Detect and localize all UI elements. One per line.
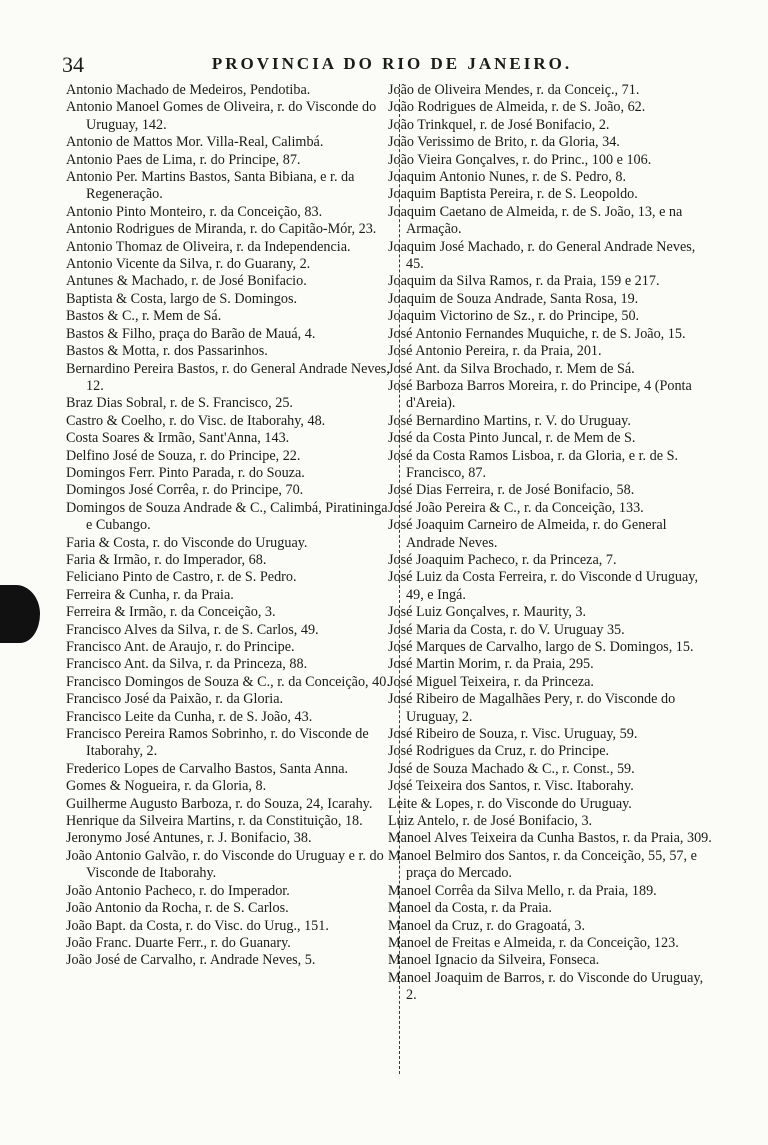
directory-entry: José Miguel Teixeira, r. da Princeza. <box>388 673 594 690</box>
directory-entry: José Ribeiro de Souza, r. Visc. Uruguay, 59. <box>388 726 638 743</box>
directory-entry: José Barboza Barros Moreira, r. do Principe, 4 (Ponta d'Areia). <box>388 377 692 412</box>
directory-entry: Francisco Alves da Silva, r. de S. Carlos, 49. <box>66 621 319 638</box>
directory-entry: Gomes & Nogueira, r. da Gloria, 8. <box>66 778 267 795</box>
directory-entry: José Joaquim Carneiro de Almeida, r. do General Andrade Neves. <box>388 517 667 551</box>
directory-entry: Jeronymo José Antunes, r. J. Bonifacio, 38. <box>66 830 312 847</box>
directory-entry: Frederico Lopes de Carvalho Bastos, Santa Anna. <box>66 760 349 777</box>
directory-entry: Manoel Ignacio da Silveira, Fonseca. <box>388 952 600 969</box>
directory-entry: José João Pereira & C., r. da Conceição, 133. <box>388 499 644 516</box>
directory-entry: Antunes & Machado, r. de José Bonifacio. <box>66 273 307 290</box>
directory-entry: José Teixeira dos Santos, r. Visc. Itaborahy. <box>388 778 634 795</box>
directory-entry: Faria & Costa, r. do Visconde do Uruguay. <box>66 534 308 551</box>
directory-entry: João José de Carvalho, r. Andrade Neves, 5. <box>66 952 316 969</box>
directory-entry: Bernardino Pereira Bastos, r. do General Andrade Neves, 12. <box>66 360 390 394</box>
directory-entry: José Bernardino Martins, r. V. do Uruguay. <box>388 412 631 429</box>
directory-entry: Luiz Antelo, r. de José Bonifacio, 3. <box>388 813 593 830</box>
directory-entry: Joaquim Caetano de Almeida, r. de S. João, 13, e na Armação. <box>388 203 683 238</box>
directory-entry: Ferreira & Irmão, r. da Conceição, 3. <box>66 604 276 621</box>
directory-entry: Francisco José da Paixão, r. da Gloria. <box>66 691 284 708</box>
directory-entry: Henrique da Silveira Martins, r. da Constituição, 18. <box>66 813 363 830</box>
directory-entry: José da Costa Pinto Juncal, r. de Mem de S. <box>388 430 636 447</box>
page-damage-mark <box>0 585 40 643</box>
directory-entry: Feliciano Pinto de Castro, r. de S. Pedro. <box>66 569 297 586</box>
directory-entry: José Marques de Carvalho, largo de S. Domingos, 15. <box>388 639 694 655</box>
directory-entry: Francisco Pereira Ramos Sobrinho, r. do Visconde de Itaborahy, 2. <box>66 726 369 760</box>
directory-entry: João Antonio Galvão, r. do Visconde do Uruguay e r. do Visconde de Itaborahy. <box>66 847 384 882</box>
directory-entry: José Dias Ferreira, r. de José Bonifacio, 58. <box>388 482 635 499</box>
directory-entry: João Bapt. da Costa, r. do Visc. do Urug., 151. <box>66 917 329 934</box>
directory-entry: Antonio Per. Martins Bastos, Santa Bibiana, e r. da Regeneração. <box>66 169 355 203</box>
right-column <box>384 82 714 1005</box>
directory-entry: Francisco Domingos de Souza & C., r. da Conceição, 40. <box>66 673 390 690</box>
directory-entry: Francisco Leite da Cunha, r. de S. João, 43. <box>66 708 313 725</box>
directory-entry: Joaquim José Machado, r. do General Andrade Neves, 45. <box>388 238 696 273</box>
directory-entry: Domingos de Souza Andrade & C., Calimbá, Piratininga e Cubango. <box>66 499 388 534</box>
directory-entry: José Luiz Gonçalves, r. Maurity, 3. <box>388 604 587 621</box>
directory-entry: José Maria da Costa, r. do V. Uruguay 35. <box>388 621 625 638</box>
directory-entry: João Rodrigues de Almeida, r. de S. João, 62. <box>388 99 646 116</box>
directory-entry: José Ant. da Silva Brochado, r. Mem de Sá. <box>388 360 635 377</box>
directory-entry: Antonio Pinto Monteiro, r. da Conceição, 83. <box>66 203 323 220</box>
directory-entry: José Martin Morim, r. da Praia, 295. <box>388 656 594 673</box>
directory-entry: José Antonio Pereira, r. da Praia, 201. <box>388 343 602 360</box>
directory-entry: Bastos & Filho, praça do Barão de Mauá, 4. <box>66 325 316 342</box>
directory-entry: Antonio Machado de Medeiros, Pendotiba. <box>66 82 311 98</box>
running-title: PROVINCIA DO RIO DE JANEIRO. <box>211 54 573 73</box>
directory-entry: João Antonio Pacheco, r. do Imperador. <box>66 882 290 899</box>
directory-entry: Manoel Alves Teixeira da Cunha Bastos, r. da Praia, 309. <box>388 830 712 847</box>
directory-entry: Manoel Corrêa da Silva Mello, r. da Praia, 189. <box>388 882 657 899</box>
directory-entry: José da Costa Ramos Lisboa, r. da Gloria, e r. de S. Francisco, 87. <box>388 447 679 481</box>
directory-entry: Antonio Paes de Lima, r. do Principe, 87. <box>66 151 301 168</box>
directory-entry: José de Souza Machado & C., r. Const., 59. <box>388 760 635 777</box>
directory-entry: Antonio Thomaz de Oliveira, r. da Independencia. <box>66 238 351 255</box>
directory-entry: Joaquim Baptista Pereira, r. de S. Leopoldo. <box>388 186 638 203</box>
page-number: 34 <box>62 52 84 77</box>
directory-entry: José Luiz da Costa Ferreira, r. do Visconde d Uruguay, 49, e Ingá. <box>388 569 699 603</box>
directory-entry: José Joaquim Pacheco, r. da Princeza, 7. <box>388 551 617 568</box>
directory-entry: Baptista & Costa, largo de S. Domingos. <box>66 290 298 307</box>
directory-entry: Joaquim da Silva Ramos, r. da Praia, 159 e 217. <box>388 273 660 290</box>
directory-entry: Braz Dias Sobral, r. de S. Francisco, 25. <box>66 395 293 412</box>
directory-entry: Manoel Belmiro dos Santos, r. da Conceição, 55, 57, e praça do Mercado. <box>388 847 697 882</box>
directory-entry: Manoel Joaquim de Barros, r. do Visconde do Uruguay, 2. <box>388 969 704 1004</box>
directory-entry: João Trinkquel, r. de José Bonifacio, 2. <box>388 116 610 133</box>
directory-entry: João Antonio da Rocha, r. de S. Carlos. <box>66 900 289 917</box>
directory-entry: Antonio Rodrigues de Miranda, r. do Capitão-Mór, 23. <box>66 221 377 238</box>
directory-entry: Delfino José de Souza, r. do Principe, 22. <box>66 447 301 464</box>
directory-entry: Leite & Lopes, r. do Visconde do Uruguay. <box>388 795 632 812</box>
directory-entry: Bastos & Motta, r. dos Passarinhos. <box>66 343 268 360</box>
directory-entry: Francisco Ant. de Araujo, r. do Principe. <box>66 639 295 655</box>
directory-entry: Antonio Manoel Gomes de Oliveira, r. do Visconde do Uruguay, 142. <box>66 99 377 133</box>
directory-entry: Antonio de Mattos Mor. Villa-Real, Calimbá. <box>66 134 324 151</box>
directory-entry: José Antonio Fernandes Muquiche, r. de S. João, 15. <box>388 325 686 342</box>
page-header <box>62 50 722 80</box>
directory-entry: Domingos Ferr. Pinto Parada, r. do Souza. <box>66 464 305 481</box>
directory-entry: Manoel da Costa, r. da Praia. <box>388 900 552 917</box>
directory-entry: Ferreira & Cunha, r. da Praia. <box>66 586 234 603</box>
directory-entry: Francisco Ant. da Silva, r. da Princeza, 88. <box>66 656 308 673</box>
directory-entry: Domingos José Corrêa, r. do Principe, 70. <box>66 482 304 499</box>
directory-entry: Joaquim Antonio Nunes, r. de S. Pedro, 8. <box>388 169 627 186</box>
directory-entry: Guilherme Augusto Barboza, r. do Souza, 24, Icarahy. <box>66 795 373 812</box>
directory-entry: Antonio Vicente da Silva, r. do Guarany, 2. <box>66 256 311 273</box>
directory-entry: Joaquim de Souza Andrade, Santa Rosa, 19. <box>388 290 639 307</box>
directory-entry: José Rodrigues da Cruz, r. do Principe. <box>388 743 610 760</box>
left-column <box>66 82 396 970</box>
directory-entry: João Vieira Gonçalves, r. do Princ., 100 e 106. <box>388 151 652 168</box>
directory-entry: Manoel da Cruz, r. do Gragoatá, 3. <box>388 917 585 934</box>
directory-entry: João Franc. Duarte Ferr., r. do Guanary. <box>66 934 291 951</box>
directory-entry: Bastos & C., r. Mem de Sá. <box>66 308 222 325</box>
directory-entry: Castro & Coelho, r. do Visc. de Itaborahy, 48. <box>66 412 326 429</box>
directory-entry: Joaquim Victorino de Sz., r. do Principe, 50. <box>388 308 640 325</box>
directory-entry: Costa Soares & Irmão, Sant'Anna, 143. <box>66 430 290 447</box>
directory-entry: Manoel de Freitas e Almeida, r. da Conceição, 123. <box>388 934 679 951</box>
directory-entry: José Ribeiro de Magalhães Pery, r. do Visconde do Uruguay, 2. <box>388 691 676 725</box>
directory-entry: João de Oliveira Mendes, r. da Conceiç., 71. <box>388 82 640 98</box>
directory-entry: João Verissimo de Brito, r. da Gloria, 34. <box>388 134 620 151</box>
directory-entry: Faria & Irmão, r. do Imperador, 68. <box>66 551 267 568</box>
